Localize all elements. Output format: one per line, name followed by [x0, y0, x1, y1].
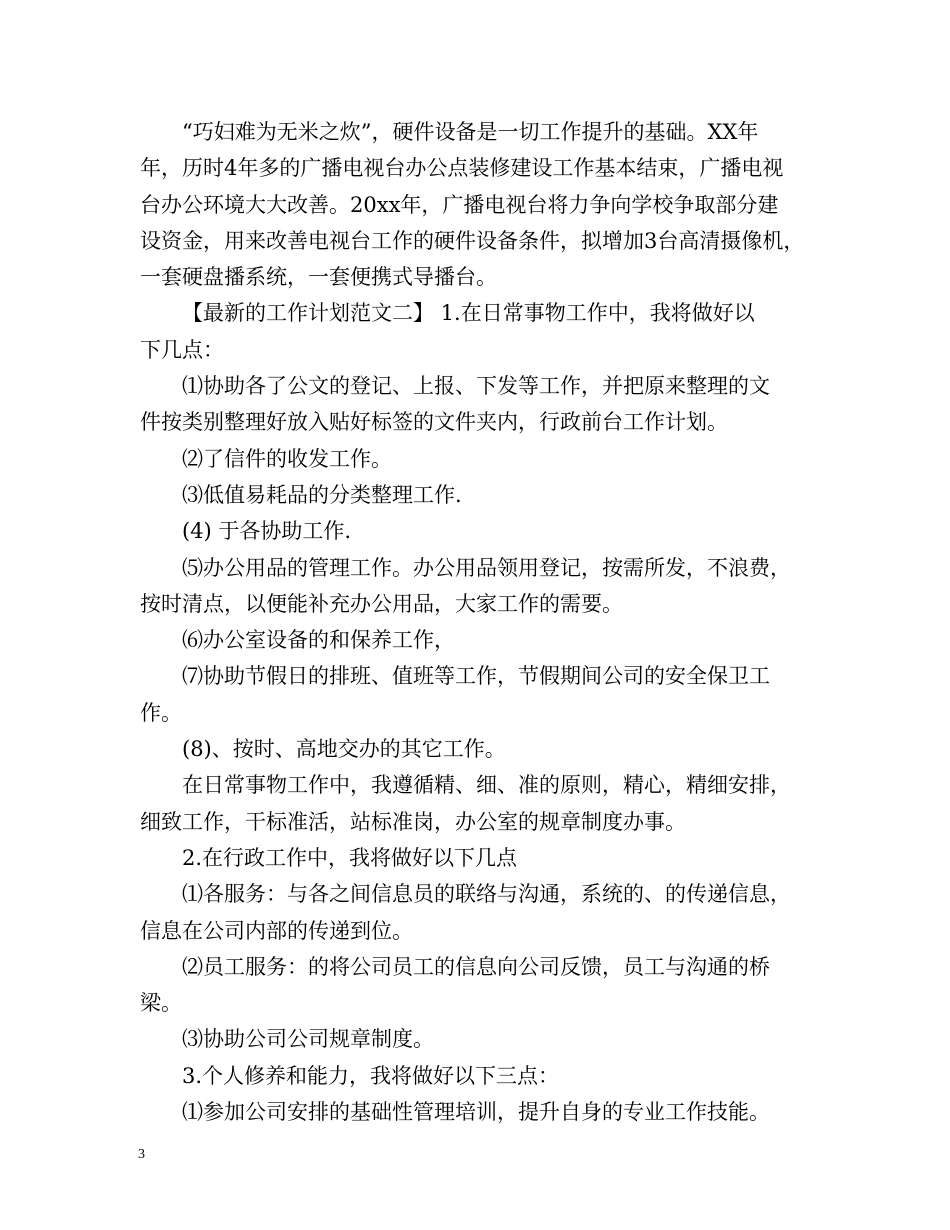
text-line: 2.在行政工作中，我将做好以下几点 — [182, 845, 518, 870]
text-line: ⑴参加公司安排的基础性管理培训，提升自身的专业工作技能。 — [182, 1100, 770, 1125]
text-line: 在日常事物工作中，我遵循精、细、准的原则，精心，精细安排， — [182, 773, 791, 798]
text-line: ⑴各服务：与各之间信息员的联络与沟通，系统的、的传递信息， — [182, 882, 791, 907]
text-line: ⑺协助节假日的排班、值班等工作，节假期间公司的安全保卫工 — [182, 664, 770, 689]
text-line: 3.个人修养和能力，我将做好以下三点： — [182, 1063, 560, 1088]
text-line: ⑴协助各了公文的登记、上报、下发等工作，并把原来整理的文 — [182, 374, 770, 399]
text-line: ⑵了信件的收发工作。 — [182, 446, 392, 471]
text-line: 台办公环境大大改善。20xx年，广播电视台将力争向学校争取部分建 — [140, 192, 779, 217]
text-line: ⑶协助公司公司规章制度。 — [182, 1027, 434, 1052]
page-number: 3 — [138, 1147, 145, 1162]
text-line: ⑹办公室设备的和保养工作， — [182, 628, 455, 653]
text-line: ⑶低值易耗品的分类整理工作. — [182, 482, 462, 507]
text-line: 【最新的工作计划范文二】 1.在日常事物工作中，我将做好以 — [182, 301, 755, 326]
text-line: (8)、按时、高地交办的其它工作。 — [182, 737, 506, 762]
text-line: ⑸办公用品的管理工作。办公用品领用登记，按需所发，不浪费， — [182, 555, 791, 580]
text-line: 作。 — [140, 700, 182, 725]
text-line: 梁。 — [140, 991, 182, 1016]
text-line: “巧妇难为无米之炊”，硬件设备是一切工作提升的基础。XX年 — [182, 120, 759, 144]
text-line: ⑵员工服务：的将公司员工的信息向公司反馈，员工与沟通的桥 — [182, 954, 770, 979]
text-line: 一套硬盘播系统，一套便携式导播台。 — [140, 265, 497, 290]
text-line: (4) 于各协助工作. — [182, 519, 352, 544]
text-block — [140, 114, 830, 1130]
text-line: 年，历时4年多的广播电视台办公点装修建设工作基本结束，广播电视 — [140, 156, 784, 181]
text-line: 信息在公司内部的传递到位。 — [140, 918, 413, 943]
text-line: 下几点： — [140, 337, 224, 362]
text-line: 细致工作，干标准活，站标准岗，办公室的规章制度办事。 — [140, 809, 686, 834]
text-line: 设资金，用来改善电视台工作的硬件设备条件，拟增加3台高清摄像机， — [140, 228, 805, 253]
document-body — [140, 114, 830, 1130]
text-line: 按时清点，以便能补充办公用品，大家工作的需要。 — [140, 591, 623, 616]
text-line: 件按类别整理好放入贴好标签的文件夹内，行政前台工作计划。 — [140, 410, 728, 435]
